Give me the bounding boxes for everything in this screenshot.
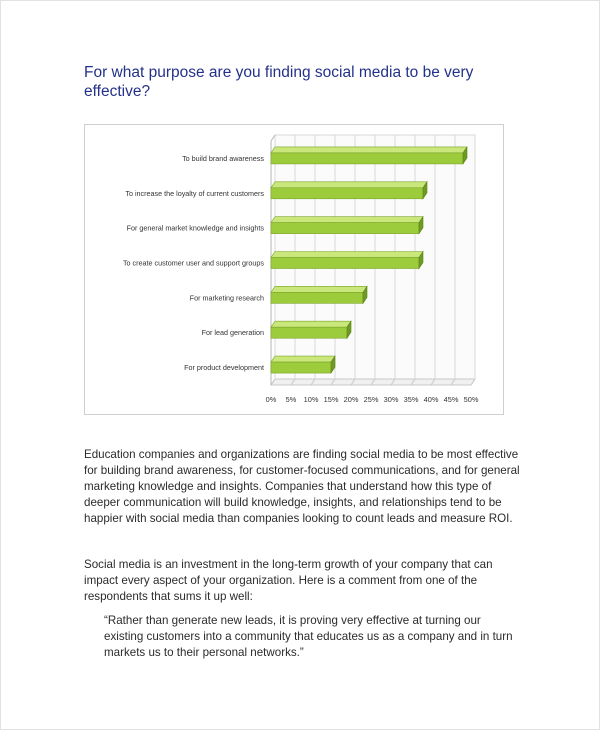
category-label: For marketing research <box>189 293 264 303</box>
x-tick-label: 40% <box>423 395 439 404</box>
x-tick-label: 25% <box>363 395 379 404</box>
bar <box>271 292 363 303</box>
paragraph-2: Social media is an investment in the long-term growth of your company that can impact every aspect of your organization. Here is a comment from one of the respondents that sums it up well: <box>84 558 493 603</box>
category-label: To create customer user and support groups <box>122 258 264 268</box>
page-title: For what purpose are you finding social media to be very effective? <box>84 64 474 100</box>
paragraph-1: Education companies and organizations are finding social media to be most effective for building brand awareness, for customer-focused communications, and for general marketing knowledge and insights. Companies that understand how this type of deeper communication will build knowledge, insights, and relationships tend to be happier with social media than companies looking to count leads and measure ROI. <box>84 448 520 525</box>
y-axis-depth <box>271 135 275 141</box>
category-label: To build brand awareness <box>182 153 264 163</box>
x-tick-label: 20% <box>343 395 359 404</box>
bar <box>271 258 419 269</box>
bar <box>271 327 347 338</box>
bar <box>271 223 419 234</box>
category-label: For product development <box>184 363 264 373</box>
bar <box>271 362 331 373</box>
bar-top-face <box>271 217 423 223</box>
bar-top-face <box>271 356 335 362</box>
bar <box>271 153 463 164</box>
respondent-quote: “Rather than generate new leads, it is proving very effective at turning our existing customers into a community that educates us as a company and in turn markets us to their personal networks.” <box>104 614 513 659</box>
x-tick-label: 30% <box>383 395 399 404</box>
bar-chart <box>84 124 504 415</box>
x-tick-label: 15% <box>323 395 339 404</box>
x-tick-label: 10% <box>303 395 319 404</box>
bar-top-face <box>271 286 367 292</box>
category-label: For general market knowledge and insights <box>126 223 264 233</box>
x-tick-label: 35% <box>403 395 419 404</box>
category-label: For lead generation <box>201 328 264 338</box>
chart-canvas <box>85 125 503 414</box>
bar-top-face <box>271 147 467 153</box>
x-tick-label: 0% <box>265 395 277 404</box>
bar <box>271 188 423 199</box>
x-tick-label: 45% <box>443 395 459 404</box>
bar-top-face <box>271 321 351 327</box>
bar-top-face <box>271 252 423 258</box>
category-label: To increase the loyalty of current customers <box>125 188 264 198</box>
bar-top-face <box>271 182 427 188</box>
x-tick-label: 5% <box>285 395 297 404</box>
x-tick-label: 50% <box>463 395 479 404</box>
